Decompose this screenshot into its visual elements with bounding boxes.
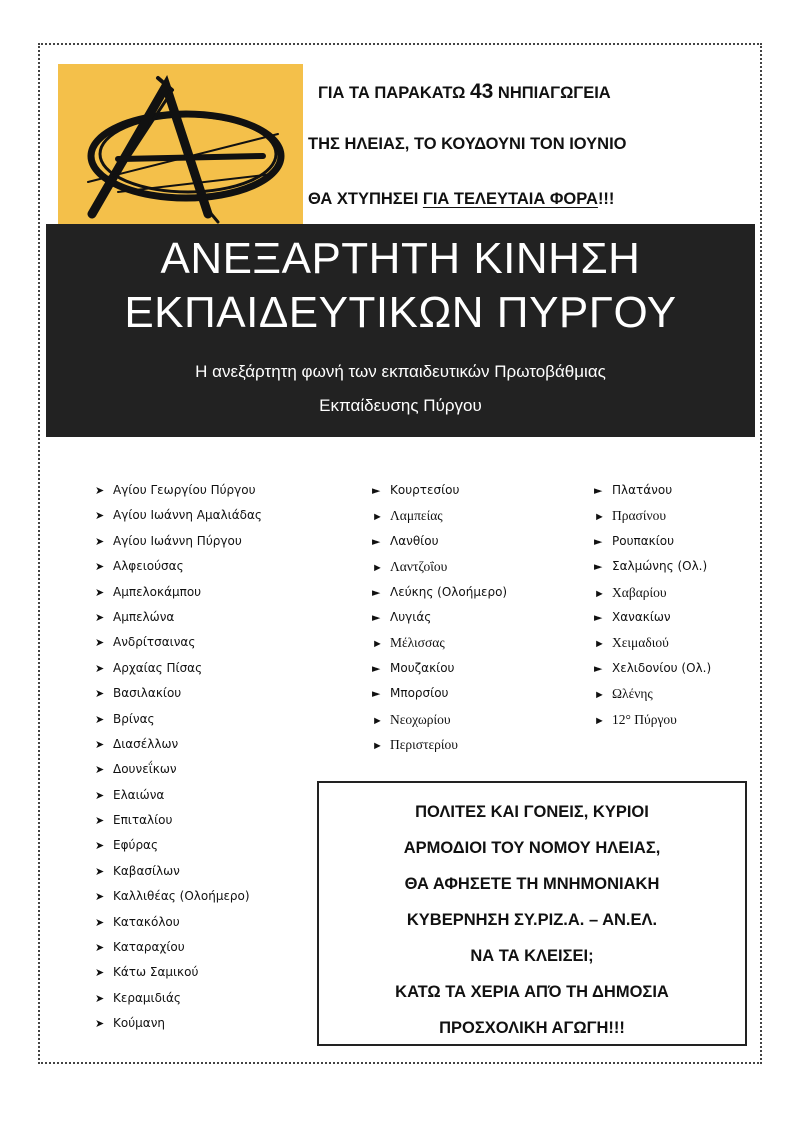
- list-item: [594, 707, 711, 732]
- list-item: [372, 732, 507, 757]
- arrow-bullet-icon: ➤: [95, 585, 105, 599]
- arrow-bullet-icon: ➤: [95, 788, 105, 802]
- list-item-label: Λανθίου: [390, 533, 439, 548]
- list-item-label: Πρασίνου: [612, 508, 667, 524]
- arrow-bullet-icon: ➤: [95, 915, 105, 929]
- arrow-bullet-icon: ➤: [95, 509, 105, 523]
- list-item: [372, 478, 507, 503]
- arrow-bullet-icon: ➤: [95, 864, 105, 878]
- list-item: [95, 884, 262, 909]
- list-item: [372, 554, 507, 579]
- list-item-label: Κούμανη: [113, 1016, 166, 1031]
- arrow-bullet-icon: ►: [372, 562, 383, 575]
- list-item: [95, 1011, 262, 1036]
- callout-line: ΘΑ ΑΦΗΣΕΤΕ ΤΗ ΜΝΗΜΟΝΙΑΚΗ: [404, 875, 660, 893]
- list-item-label: Εφύρας: [113, 838, 159, 853]
- list-item-label: Καταραχίου: [113, 940, 185, 955]
- arrow-bullet-icon: ►: [372, 638, 383, 651]
- list-item-label: Ελαιώνα: [113, 787, 165, 802]
- list-item: [372, 656, 507, 681]
- list-item: [372, 605, 507, 630]
- anarchy-logo: [58, 64, 303, 228]
- list-item: [95, 910, 262, 935]
- arrow-bullet-icon: ►: [594, 511, 605, 524]
- list-item: [95, 859, 262, 884]
- arrow-bullet-icon: ►: [594, 714, 605, 727]
- banner-title-1: ΑΝΕΞΑΡΤΗΤΗ ΚΙΝΗΣΗ: [160, 234, 641, 283]
- arrow-bullet-icon: ➤: [95, 966, 105, 980]
- list-item: [594, 478, 711, 503]
- list-item: [594, 580, 711, 605]
- callout-line: ΑΡΜΟΔΙΟΙ ΤΟΥ ΝΟΜΟΥ ΗΛΕΙΑΣ,: [403, 839, 661, 857]
- arrow-bullet-icon: ►: [594, 610, 603, 624]
- list-item-label: Μουζακίου: [390, 660, 455, 675]
- callout-box: [317, 781, 747, 1046]
- list-item-label: Πλατάνου: [612, 483, 673, 497]
- list-item-label: Δουνεΐκων: [113, 762, 177, 777]
- list-item-label: Κατακόλου: [113, 914, 180, 929]
- list-item: [95, 478, 262, 503]
- arrow-bullet-icon: ➤: [95, 560, 105, 574]
- list-item-label: Κουρτεσίου: [390, 483, 460, 497]
- callout-line: ΠΟΛΙΤΕΣ ΚΑΙ ΓΟΝΕΙΣ, ΚΥΡΙΟΙ: [415, 803, 649, 821]
- list-item-label: Αγίου Γεωργίου Πύργου: [113, 483, 256, 497]
- arrow-bullet-icon: ➤: [95, 890, 105, 904]
- list-item-label: Σαλμώνης (Ολ.): [612, 559, 708, 574]
- arrow-bullet-icon: ►: [594, 587, 605, 600]
- list-item-label: Ρουπακίου: [612, 533, 675, 548]
- arrow-bullet-icon: ➤: [95, 737, 105, 751]
- list-item-label: Επιταλίου: [113, 813, 173, 828]
- list-item: [95, 580, 262, 605]
- list-item-label: Κεραμιδιάς: [113, 990, 181, 1005]
- list-item: [95, 808, 262, 833]
- list-item-label: Αμπελώνα: [113, 609, 175, 624]
- list-item: [594, 605, 711, 630]
- headline-line-1: ΓΙΑ ΤΑ ΠΑΡΑΚΑΤΩ 43 ΝΗΠΙΑΓΩΓΕΙΑ: [318, 80, 611, 103]
- arrow-bullet-icon: ►: [372, 511, 383, 524]
- arrow-bullet-icon: ►: [372, 687, 381, 701]
- list-item-label: Αρχαίας Πίσας: [113, 660, 203, 675]
- arrow-bullet-icon: ➤: [95, 534, 105, 548]
- list-item-label: Λυγιάς: [390, 609, 432, 624]
- arrow-bullet-icon: ➤: [95, 1017, 105, 1031]
- arrow-bullet-icon: ►: [372, 534, 381, 548]
- list-item: [594, 554, 711, 579]
- list-item-label: Διασέλλων: [113, 736, 179, 751]
- list-item-label: Χανακίων: [612, 609, 671, 624]
- callout-line: ΚΑΤΩ ΤΑ ΧΕΡΙΑ ΑΠΌ ΤΗ ΔΗΜΟΣΙΑ: [395, 983, 669, 1001]
- callout-line: ΝΑ ΤΑ ΚΛΕΙΣΕΙ;: [470, 947, 594, 965]
- arrow-bullet-icon: ➤: [95, 687, 105, 701]
- list-item-label: Λεύκης (Ολοήμερο): [390, 584, 508, 599]
- arrow-bullet-icon: ➤: [95, 839, 105, 853]
- list-item-label: Χελιδονίου (Ολ.): [612, 660, 712, 675]
- list-item: [594, 681, 711, 706]
- list-item: [95, 681, 262, 706]
- list-item-label: Λαμπείας: [390, 508, 443, 524]
- arrow-bullet-icon: ➤: [95, 484, 105, 497]
- arrow-bullet-icon: ➤: [95, 763, 105, 777]
- headline-line-3: ΘΑ ΧΤΥΠΗΣΕΙ ΓΙΑ ΤΕΛΕΥΤΑΙΑ ΦΟΡΑ!!!: [308, 190, 615, 208]
- list-item: [95, 960, 262, 985]
- list-item: [95, 554, 262, 579]
- headline-underlined-phrase: ΓΙΑ ΤΕΛΕΥΤΑΙΑ ΦΟΡΑ: [422, 190, 598, 208]
- list-item-label: Ανδρίτσαινας: [113, 635, 196, 650]
- list-item: [95, 783, 262, 808]
- arrow-bullet-icon: ➤: [95, 991, 105, 1005]
- list-item-label: Αγίου Ιωάννη Αμαλιάδας: [113, 508, 262, 523]
- list-item: [372, 707, 507, 732]
- list-item: [594, 503, 711, 528]
- list-item: [372, 681, 507, 706]
- banner-title-2: ΕΚΠΑΙΔΕΥΤΙΚΩΝ ΠΥΡΓΟΥ: [124, 288, 677, 337]
- arrow-bullet-icon: ➤: [95, 941, 105, 955]
- list-item: [95, 707, 262, 732]
- arrow-bullet-icon: ►: [594, 560, 603, 574]
- organization-banner: [46, 224, 755, 437]
- list-item: [372, 503, 507, 528]
- arrow-bullet-icon: ►: [594, 689, 605, 702]
- arrow-bullet-icon: ►: [372, 739, 383, 752]
- callout-line: ΚΥΒΕΡΝΗΣΗ ΣΥ.ΡΙΖ.Α. – ΑΝ.ΕΛ.: [406, 911, 658, 929]
- arrow-bullet-icon: ►: [372, 661, 381, 675]
- list-item-label: Καλλιθέας (Ολοήμερο): [113, 889, 250, 904]
- list-item: [372, 630, 507, 655]
- list-item-label: Κάτω Σαμικού: [113, 965, 199, 980]
- arrow-bullet-icon: ►: [372, 714, 383, 727]
- list-item: [95, 503, 262, 528]
- list-item: [372, 529, 507, 554]
- arrow-bullet-icon: ➤: [95, 636, 105, 650]
- kindergarten-list-column-1: [95, 478, 262, 1037]
- list-item-label: Βρίνας: [113, 711, 155, 726]
- list-item-label: Καβασίλων: [113, 863, 180, 878]
- banner-subtitle-1: Η ανεξάρτητη φωνή των εκπαιδευτικών Πρωτοβάθμιας: [195, 362, 606, 381]
- list-item: [372, 580, 507, 605]
- list-item: [95, 986, 262, 1011]
- kindergarten-count: 43: [469, 80, 494, 103]
- list-item: [95, 732, 262, 757]
- list-item-label: Αλφειούσας: [113, 559, 184, 574]
- list-item-label: Περιστερίου: [390, 736, 458, 752]
- list-item-label: 12° Πύργου: [612, 711, 677, 727]
- list-item: [95, 529, 262, 554]
- list-item: [594, 529, 711, 554]
- list-item: [95, 630, 262, 655]
- arrow-bullet-icon: ►: [372, 484, 381, 497]
- callout-line: ΠΡΟΣΧΟΛΙΚΗ ΑΓΩΓΗ!!!: [439, 1019, 625, 1037]
- list-item-label: Μέλισσας: [390, 635, 445, 651]
- list-item-label: Νεοχωρίου: [390, 711, 451, 727]
- list-item: [95, 833, 262, 858]
- headline-line-2: ΤΗΣ ΗΛΕΙΑΣ, ΤΟ ΚΟΥΔΟΥΝΙ ΤΟΝ ΙΟΥΝΙΟ: [308, 135, 627, 153]
- arrow-bullet-icon: ➤: [95, 661, 105, 675]
- list-item-label: Μπορσίου: [390, 686, 449, 701]
- arrow-bullet-icon: ➤: [95, 814, 105, 828]
- list-item-label: Χαβαρίου: [612, 584, 667, 600]
- arrow-bullet-icon: ►: [594, 484, 603, 497]
- arrow-bullet-icon: ➤: [95, 610, 105, 624]
- kindergarten-list-column-2: [372, 478, 507, 757]
- list-item: [594, 656, 711, 681]
- list-item: [95, 935, 262, 960]
- arrow-bullet-icon: ►: [594, 534, 603, 548]
- list-item-label: Βασιλακίου: [113, 686, 182, 701]
- list-item-label: Ωλένης: [612, 686, 653, 702]
- arrow-bullet-icon: ►: [372, 585, 381, 599]
- list-item: [95, 605, 262, 630]
- arrow-bullet-icon: ►: [594, 638, 605, 651]
- banner-subtitle-2: Εκπαίδευσης Πύργου: [319, 396, 482, 415]
- kindergarten-list-column-3: [594, 478, 711, 732]
- anarchy-circle-a-icon: [58, 64, 303, 228]
- list-item-label: Λαντζοΐου: [390, 559, 448, 575]
- list-item-label: Χειμαδιού: [612, 635, 669, 651]
- arrow-bullet-icon: ►: [594, 661, 603, 675]
- list-item: [95, 656, 262, 681]
- list-item: [95, 757, 262, 782]
- list-item-label: Αγίου Ιωάννη Πύργου: [113, 533, 242, 548]
- list-item: [594, 630, 711, 655]
- arrow-bullet-icon: ➤: [95, 712, 105, 726]
- arrow-bullet-icon: ►: [372, 610, 381, 624]
- list-item-label: Αμπελοκάμπου: [113, 584, 202, 599]
